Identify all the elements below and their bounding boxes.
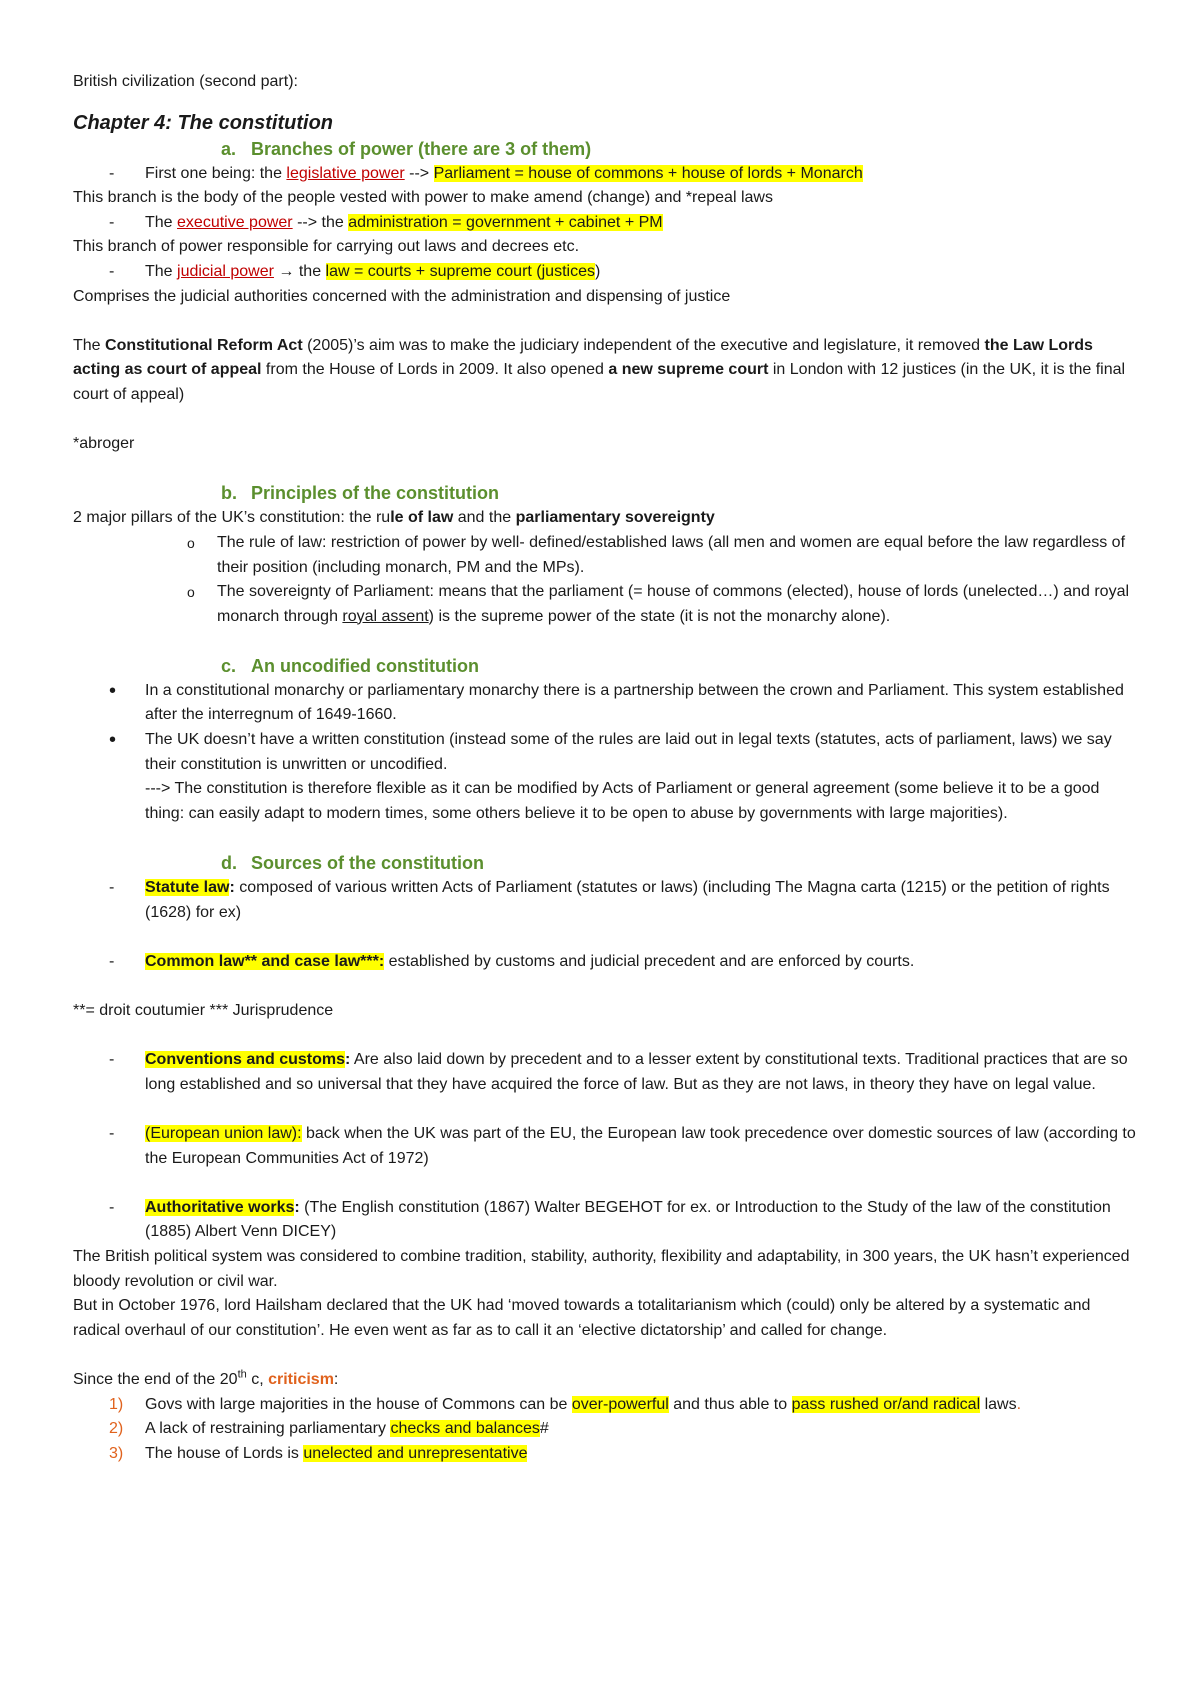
criticism-item-1	[73, 1393, 1140, 1418]
footnote-abroger: *abroger	[73, 435, 135, 453]
executive-description: This branch of power responsible for carrying out laws and decrees etc.	[73, 238, 580, 256]
statute-law-label: Statute law	[145, 879, 230, 897]
text: A lack of restraining parliamentary	[145, 1420, 391, 1438]
text: and the	[453, 509, 516, 527]
section-a-heading	[73, 137, 1140, 162]
sovereignty-item	[73, 580, 1140, 629]
pillars-intro	[73, 506, 1140, 531]
closing-paragraph-2: But in October 1976, lord Hailsham declared that the UK had ‘moved towards a totalitarianism which (could) only be altered by a systematic and radical overhaul of our constitution’. He even went as far as to call it an ‘elective dictatorship’ and called for change.	[73, 1297, 1091, 1339]
section-d-title: Sources of the constitution	[251, 853, 485, 874]
eu-law-label: (European union law):	[145, 1124, 302, 1142]
section-b-title: Principles of the constitution	[251, 483, 500, 504]
text: .	[1016, 1395, 1022, 1413]
criticism-item-2	[73, 1417, 1140, 1442]
highlight: checks and balances	[390, 1420, 540, 1438]
highlight: unelected and unrepresentative	[303, 1444, 528, 1462]
conventions-label: Conventions and customs	[145, 1051, 346, 1069]
source-common-law	[73, 950, 1140, 975]
criticism-word: criticism	[268, 1370, 334, 1388]
text: Are also laid down by precedent and to a lesser extent by constitutional texts. Traditional practices that are so long established and so universal that they have acquired the force of law. But as they are not laws, in theory they have on legal value.	[145, 1051, 1128, 1093]
section-a-number: a.	[221, 138, 237, 159]
judicial-power-term: judicial power	[177, 262, 274, 280]
text: back when the UK was part of the EU, the European law took precedence over domestic sources of law (according to the European Communities Act of 1972)	[145, 1124, 1136, 1167]
source-statute-law	[73, 876, 1140, 925]
highlight: over-powerful	[571, 1395, 669, 1413]
chapter-title: Chapter 4: The constitution	[73, 111, 333, 134]
constitutional-reform-paragraph	[73, 334, 1140, 408]
text: → the	[273, 262, 326, 280]
text: :	[333, 1370, 339, 1388]
uncodified-continuation: ---> The constitution is therefore flexible as it can be modified by Acts of Parliament or general agreement (some believe it to be a good thing: can easily adapt to modern times, some others believe it to be open to abuse by governments with large majorities).	[145, 780, 1100, 822]
branch-legislative	[73, 162, 1140, 187]
text: from the House of Lords in 2009. It also opened	[261, 361, 609, 379]
text: c,	[246, 1370, 269, 1388]
text: laws	[980, 1395, 1017, 1413]
item-number: 2)	[109, 1420, 124, 1438]
colon: :	[229, 879, 235, 897]
text: in London with 12 justices (in the UK, it is the final court of appeal)	[73, 361, 1126, 403]
text: #	[539, 1420, 549, 1438]
text: composed of various written Acts of Parliament (statutes or laws) (including The Magna carta (1215) or the petition of rights (1628) for ex)	[145, 879, 1110, 921]
text: First one being: the	[145, 164, 287, 182]
section-d-heading	[73, 851, 1140, 876]
highlight: Parliament = house of commons + house of lords + Monarch	[433, 164, 863, 182]
text: Govs with large majorities in the house of Commons can be	[145, 1395, 572, 1413]
section-d-number: d.	[221, 853, 237, 874]
text: --> the	[292, 213, 349, 231]
text: established by customs and judicial precedent and are enforced by courts.	[384, 952, 915, 970]
legislative-power-term: legislative power	[286, 164, 405, 182]
judicial-description: Comprises the judicial authorities concerned with the administration and dispensing of justice	[73, 287, 731, 305]
text: (The English constitution (1867) Walter BEGEHOT for ex. or Introduction to the Study of the law of the constitution (1885) Albert Venn DICEY)	[145, 1198, 1111, 1241]
bold-text: parliamentary sovereignty	[515, 509, 715, 527]
branch-judicial	[73, 260, 1140, 285]
criticism-item-3	[73, 1442, 1140, 1467]
highlight: pass rushed or/and radical	[791, 1395, 981, 1413]
source-authoritative-works	[73, 1196, 1140, 1245]
superscript: th	[237, 1368, 247, 1381]
uncodified-bullet-1: • In a constitutional monarchy or parliamentary monarchy there is a partnership between the crown and Parliament. This system established after the interregnum of 1649-1660.	[73, 679, 1140, 728]
source-conventions	[73, 1048, 1140, 1097]
text: The house of Lords is	[145, 1444, 304, 1462]
text: ) is the supreme power of the state (it is not the monarchy alone).	[428, 607, 891, 625]
section-a-title: Branches of power (there are 3 of them)	[251, 138, 592, 159]
section-c-heading	[73, 654, 1140, 679]
text: The	[73, 336, 106, 354]
text: The	[145, 213, 178, 231]
text: and thus able to	[668, 1395, 792, 1413]
text: 2 major pillars of the UK’s constitution: the ru	[73, 509, 391, 527]
footnote-common-law: **= droit coutumier *** Jurisprudence	[73, 1002, 334, 1019]
item-number: 3)	[109, 1444, 124, 1462]
highlight: law = courts + supreme court (justices	[325, 262, 595, 280]
document-header: British civilization (second part):	[73, 73, 298, 90]
bold-text: a new supreme court	[608, 361, 769, 379]
closing-paragraph-1: The British political system was considered to combine tradition, stability, authority, flexibility and adaptability, in 300 years, the UK hasn’t experienced bloody revolution or civil war.	[73, 1247, 1130, 1290]
executive-power-term: executive power	[177, 213, 293, 231]
source-eu-law	[73, 1122, 1140, 1171]
item-number: 1)	[109, 1395, 124, 1413]
uncodified-bullet-2: • The UK doesn’t have a written constitution (instead some of the rules are laid out in legal texts (statutes, acts of parliament, laws) we say their constitution is unwritten or uncodified.	[73, 728, 1140, 777]
section-c-number: c.	[221, 655, 237, 676]
royal-assent-term: royal assent	[342, 607, 429, 625]
common-law-label: Common law** and case law***:	[145, 952, 385, 970]
text: -->	[404, 164, 434, 182]
rule-of-law-item: o The rule of law: restriction of power by well- defined/established laws (all men and women are equal before the law regardless of their position (including monarch, PM and the MPs).	[73, 531, 1140, 580]
legislative-description: This branch is the body of the people vested with power to make amend (change) and *repeal laws	[73, 189, 773, 207]
section-c-title: An uncodified constitution	[251, 655, 479, 676]
text: (2005)’s aim was to make the judiciary independent of the executive and legislature, it removed	[302, 336, 985, 354]
bold-text: le of law	[390, 509, 454, 527]
text: )	[594, 262, 601, 280]
criticism-intro	[73, 1368, 1140, 1393]
text: The	[145, 262, 178, 280]
bold-text: Constitutional Reform Act	[105, 336, 303, 354]
section-b-number: b.	[221, 483, 237, 504]
colon: :	[294, 1198, 300, 1216]
authoritative-works-label: Authoritative works	[145, 1198, 295, 1216]
bold-text: the Law Lords acting as court of appeal	[73, 336, 1093, 379]
colon: :	[345, 1051, 351, 1069]
text: The sovereignty of Parliament: means that the parliament (= house of commons (elected), house of lords (unelected…) and royal monarch through	[217, 583, 1130, 625]
text: Since the end of the 20	[73, 1370, 238, 1388]
section-b-heading	[73, 481, 1140, 506]
highlight: administration = government + cabinet + PM	[348, 213, 663, 231]
branch-executive	[73, 211, 1140, 236]
